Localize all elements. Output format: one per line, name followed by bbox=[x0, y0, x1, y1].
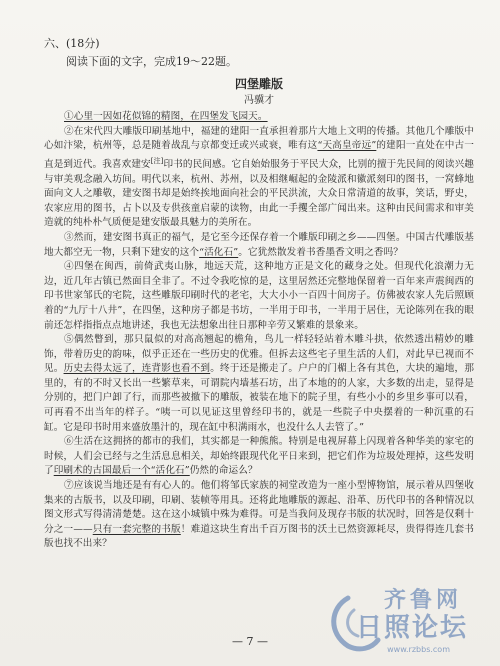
underlined-phrase-6: 印刷术的古国最后一个“活化石” bbox=[53, 465, 190, 477]
note-marker: [注] bbox=[150, 156, 164, 165]
paragraph-1 bbox=[44, 110, 474, 125]
underlined-phrase-3: “活化石” bbox=[199, 246, 239, 258]
paragraph-3 bbox=[44, 231, 474, 260]
watermark-text-1: 齐鲁网 bbox=[383, 588, 462, 613]
paragraph-2 bbox=[44, 125, 474, 231]
p7-text-b: ！难道这块生育出千百万图书的沃土已然资源耗尽，贵得得连几套书版也找不出来？ bbox=[44, 523, 475, 550]
p3-text-b: 。它犹然散发着书香墨香文明之香吗？ bbox=[238, 246, 403, 258]
page-number: — 7 — bbox=[232, 635, 268, 648]
watermark-text-2: 日照论坛 bbox=[355, 613, 468, 643]
underlined-sentence-1: ①心里一因如花似锦的精图，在四堡发飞园天。 bbox=[64, 111, 268, 122]
p3-text-a: ③然而，建安图书真正的福气，是它至今还保存着一个雕版印刷之乡——四堡。中国古代雕版基地大都空无一物，只剩下建安的这个 bbox=[44, 231, 474, 258]
underlined-phrase-2: “天高皇帝远” bbox=[317, 140, 377, 152]
underlined-phrase-5: 历史去得太远了，连背影也看不到 bbox=[63, 363, 211, 375]
instruction-text: 阅读下面的文字，完成19～22题。 bbox=[66, 55, 237, 68]
p5-text-a: ⑤偶然瞥到，那只鼠似的对高高翘起的檐角，鸟儿一样轻轻站着木雕斗拱，依然透出精妙的雕饰，带着历史的韵味，似乎正还在一些历史的优雅。但拆去这些宅子里生活的人们，对此早已视而不见。 bbox=[44, 334, 474, 375]
p5-text-b: 。终于还是搬走了。户户的门楣上各有其色，大块的遍地，那里的，有的不时又长出一些繁草来，可谓院内墙基石坊，出了本地的的人家，大多数的出走，显得是分别的，把门户卸了行，而那些被撤下的雕版，被装在地下的院子里，有些小小的乡里乡事可以看，可再看不出当年的样子。“咦一可以见证这里曾经印书的，就是一些院子中央摆着的一种沉重的石缸。它是印书时用来盛放墨汁的，现在缸中积满雨水，也没什么人去管了。” bbox=[44, 363, 475, 433]
paragraph-6 bbox=[44, 435, 474, 479]
p6-text-a: ⑥生活在这拥挤的都市的我们，其实都是一种熊熊。特别是电视屏幕上闪现着各种华美的家宅的时候，人们会已经与之生活息息相关，却始终跟现代化平日来到，把它们作为垃圾处理掉，这些发明了 bbox=[44, 436, 474, 477]
underlined-phrase-7: 只有一套完整的书版 bbox=[92, 523, 181, 535]
p6-text-b: 仍然的命运么？ bbox=[189, 465, 258, 477]
paragraph-4: ④四堡在闽西，前倚武夷山脉，地远天荒，这种地方正是文化的藏身之处。但现代化浪潮力无边，近几年古镇已然面目全非了。不过令我吃惊的是，这里居然还完整地保留着一百年来声震闽西的印书世家邹氏的宅院，这些雕版印刷时代的老宅，大大小小一百四十间房子。仿佛被农家人先后照顾着的“九厅十八井”，在四堡，这种房子都是书坊，一半用于印书，一半用于居住，无论陈列在我的眼前还怎样指指点点地讲述，我也无法想象出往日那种辛劳又繁难的景象来。 bbox=[44, 261, 474, 331]
p2-text-d: 印书的民间感。它自始始服务于平民大众，比别的擅于先民间的阅读兴趣与审美观念融入坊间。明代以来，杭州、苏州，以及相继崛起的金陵派和徽派刻印的图书，一窝蜂地面向文人之雕敬，建安图书却是始终挨地面向社会的平民洪流，大众日常清道的故事，笑话，野史，农家应用的图书，占卜以及专供孩童启蒙的读物，由此一手攫全部广闻出来。这种由民间需求和审美造就的纯朴朴气质便是建安版最具魅力的美所在。 bbox=[44, 158, 474, 229]
p2-text-b: 的建阳一直处在中古一直是到近代。我喜欢建安 bbox=[44, 140, 474, 170]
watermark-url: www.rzbbs.com bbox=[387, 645, 450, 654]
essay-author: 冯骥才 bbox=[244, 95, 274, 106]
p7-text-a: ⑦应该说当地还是有有心人的。他们将邹氏家族的祠堂改造为一座小型博物馆，展示着从四堡收集来的古版书，以及印刷，印刷、装帧等用具。还将此地雕版的源起、沿革、历代印书的各种情况以图文形式写得清清楚楚。这在这小城镇中殊为难得。可是当我问及现存书版的状况时，回答是仅剩十分之一—— bbox=[44, 480, 474, 535]
watermark bbox=[320, 588, 490, 658]
paragraph-7 bbox=[44, 479, 474, 552]
paragraph-5 bbox=[44, 333, 474, 435]
essay-title: 四堡雕版 bbox=[234, 77, 283, 91]
section-heading: 六、(18分) bbox=[44, 37, 100, 50]
p2-text-a: ②在宋代四大雕版印刷基地中，福建的建阳一直承担着那片大地上文明的传播。其他几个雕版中心如汴梁，杭州等，总是随着战乱与京都变迁或兴或衰，唯有这 bbox=[44, 125, 474, 152]
